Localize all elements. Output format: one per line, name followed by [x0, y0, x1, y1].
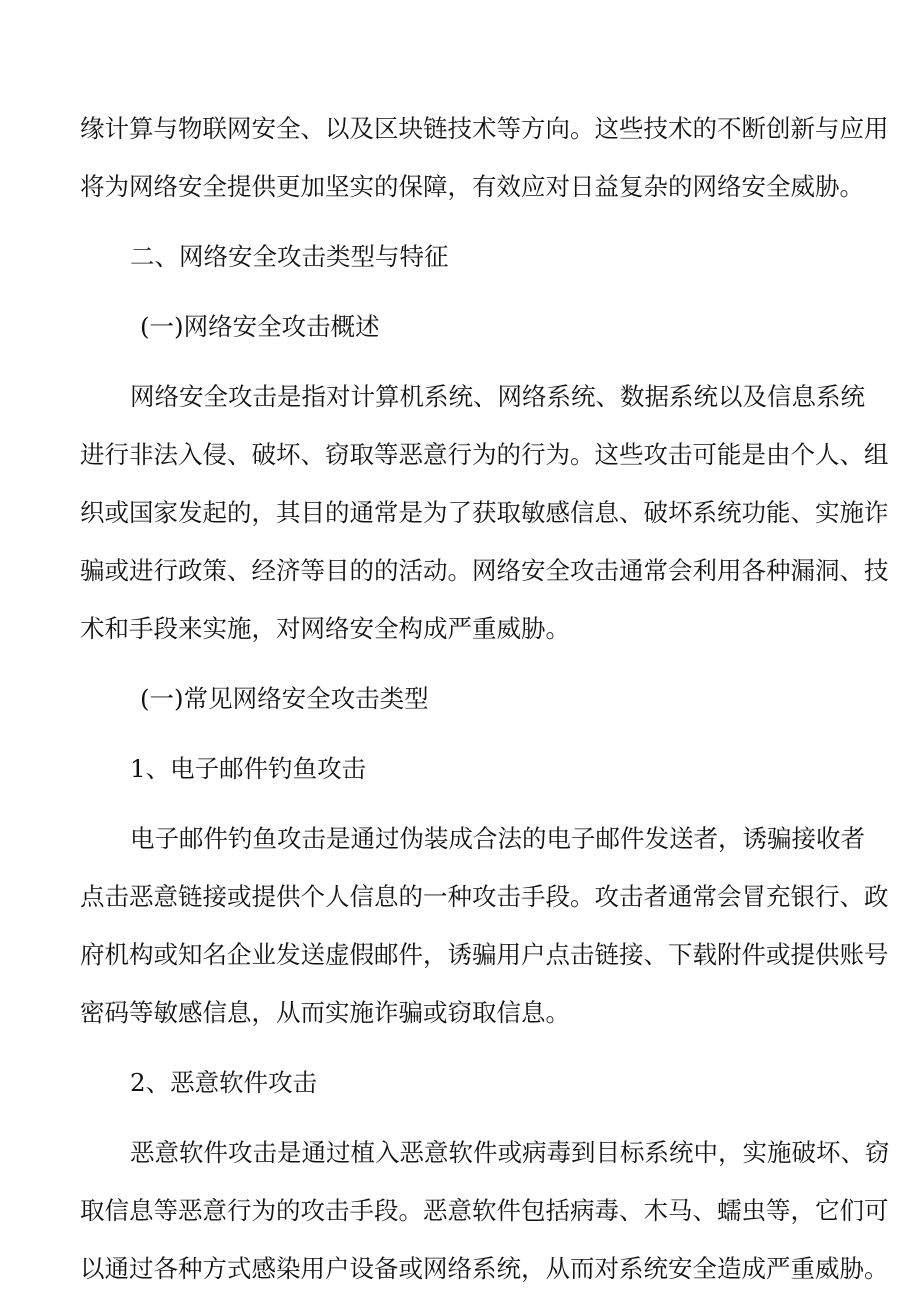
intro-paragraph [80, 100, 889, 216]
section-heading: 二、网络安全攻击类型与特征 [130, 242, 449, 271]
paragraph-line: 府机构或知名企业发送虚假邮件，诱骗用户点击链接、下载附件或提供账号 [80, 940, 889, 969]
paragraph-line: 进行非法入侵、破坏、窃取等恶意行为的行为。这些攻击可能是由个人、组 [80, 440, 889, 469]
malware-paragraph [80, 1124, 890, 1298]
paragraph-line: 恶意软件攻击是通过植入恶意软件或病毒到目标系统中，实施破坏、窃 [130, 1138, 890, 1167]
paragraph-line: 取信息等恶意行为的攻击手段。恶意软件包括病毒、木马、蠕虫等，它们可 [80, 1196, 889, 1225]
item-heading-phishing: 1、电子邮件钓鱼攻击 [130, 754, 367, 783]
paragraph-line: 术和手段来实施，对网络安全构成严重威胁。 [80, 614, 570, 643]
spacer [80, 658, 840, 670]
paragraph-line: 骗或进行政策、经济等目的的活动。网络安全攻击通常会利用各种漏洞、技 [80, 556, 889, 585]
paragraph-line: 将为网络安全提供更加坚实的保障，有效应对日益复杂的网络安全威胁。 [80, 172, 864, 201]
phishing-paragraph [80, 810, 889, 1042]
subsection-heading-overview: (一)网络安全攻击概述 [140, 312, 380, 341]
spacer [80, 286, 840, 298]
paragraph-line: 电子邮件钓鱼攻击是通过伪装成合法的电子邮件发送者，诱骗接收者 [130, 824, 865, 853]
item-heading-malware: 2、恶意软件攻击 [130, 1068, 318, 1097]
paragraph-line: 密码等敏感信息，从而实施诈骗或窃取信息。 [80, 998, 570, 1027]
paragraph-line: 以通过各种方式感染用户设备或网络系统，从而对系统安全造成严重威胁。 [80, 1254, 889, 1283]
paragraph-line: 点击恶意链接或提供个人信息的一种攻击手段。攻击者通常会冒充银行、政 [80, 882, 889, 911]
paragraph-line: 网络安全攻击是指对计算机系统、网络系统、数据系统以及信息系统 [130, 382, 865, 411]
paragraph-line: 织或国家发起的，其目的通常是为了获取敏感信息、破坏系统功能、实施诈 [80, 498, 889, 527]
spacer [80, 356, 840, 368]
spacer [80, 798, 840, 810]
spacer [80, 1042, 840, 1054]
subsection-heading-types: (一)常见网络安全攻击类型 [140, 684, 429, 713]
spacer [80, 216, 840, 228]
overview-paragraph [80, 368, 889, 658]
document-page [80, 100, 890, 1298]
paragraph-line: 缘计算与物联网安全、以及区块链技术等方向。这些技术的不断创新与应用 [80, 114, 889, 143]
spacer [80, 1112, 840, 1124]
spacer [80, 728, 840, 740]
